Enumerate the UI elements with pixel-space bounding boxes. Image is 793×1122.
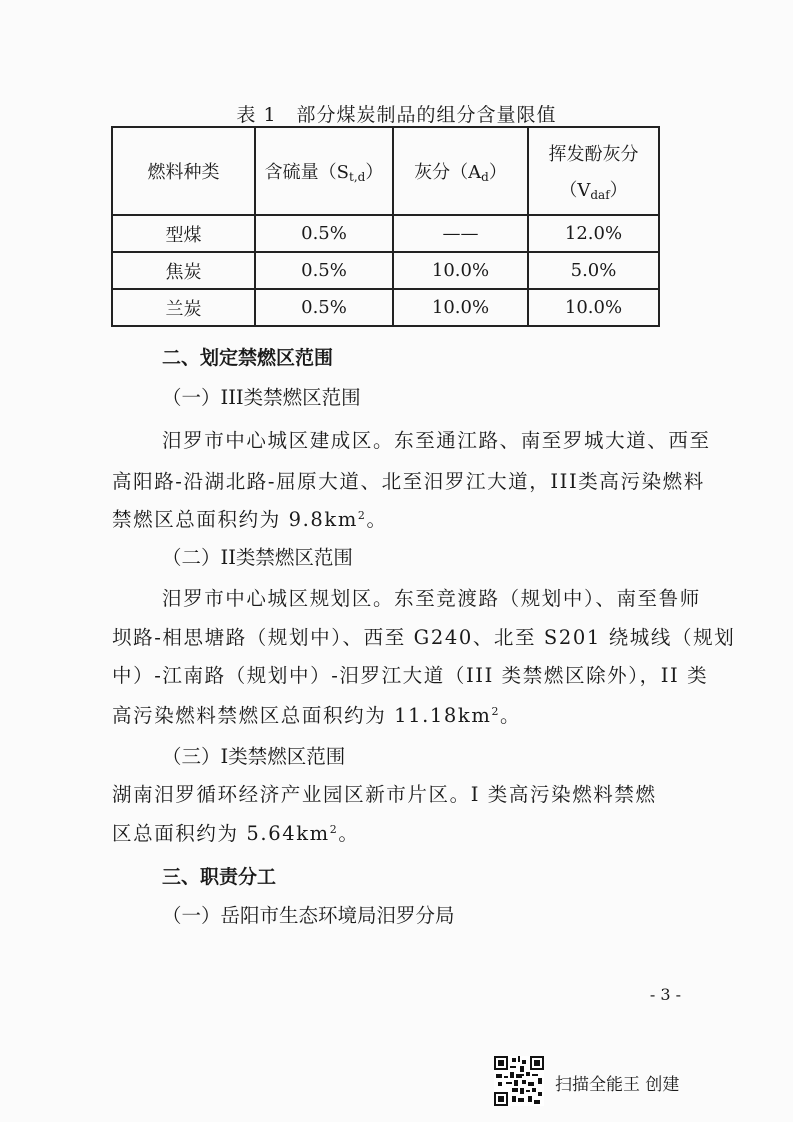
paragraph-line: 高污染燃料禁燃区总面积约为 $11.18km^2$。 xyxy=(112,704,522,727)
table-row xyxy=(112,289,659,326)
header-fuel: 燃料种类 xyxy=(112,127,255,215)
subsection-heading: （三）I类禁燃区范围 xyxy=(162,745,346,768)
cell-sulfur: 0.5% xyxy=(255,252,393,289)
limits-table xyxy=(111,126,660,327)
qr-code-icon xyxy=(494,1056,544,1106)
cell-ash: 10.0% xyxy=(393,252,528,289)
paragraph-line: 汨罗市中心城区规划区。东至竞渡路（规划中）、南至鲁师 xyxy=(162,587,701,610)
cell-ash: —— xyxy=(393,215,528,252)
paragraph-line: 中）-江南路（规划中）-汨罗江大道（III 类禁燃区除外），II 类 xyxy=(112,664,709,687)
paragraph-line: 禁燃区总面积约为 $9.8km^2$。 xyxy=(112,508,388,531)
paragraph-line: 区总面积约为 $5.64km^2$。 xyxy=(112,822,360,845)
cell-volatile: 5.0% xyxy=(528,252,659,289)
cell-fuel: 兰炭 xyxy=(112,289,255,326)
scanner-brand: 扫描全能王 创建 xyxy=(555,1075,680,1095)
cell-sulfur: 0.5% xyxy=(255,215,393,252)
section-heading: 二、划定禁燃区范围 xyxy=(162,347,334,369)
cell-volatile: 12.0% xyxy=(528,215,659,252)
subsection-heading: （一）岳阳市生态环境局汨罗分局 xyxy=(162,904,455,927)
table-row xyxy=(112,215,659,252)
page-number: - 3 - xyxy=(649,985,681,1004)
cell-volatile: 10.0% xyxy=(528,289,659,326)
cell-fuel: 型煤 xyxy=(112,215,255,252)
cell-fuel: 焦炭 xyxy=(112,252,255,289)
paragraph-line: 汨罗市中心城区建成区。东至通江路、南至罗城大道、西至 xyxy=(162,429,711,452)
table-row xyxy=(112,252,659,289)
table-title: 表 1 部分煤炭制品的组分含量限值 xyxy=(236,104,557,126)
subsection-heading: （二）II类禁燃区范围 xyxy=(162,546,353,569)
paragraph-line: 湖南汨罗循环经济产业园区新市片区。I 类高污染燃料禁燃 xyxy=(112,783,657,806)
subsection-heading: （一）III类禁燃区范围 xyxy=(162,386,361,409)
cell-sulfur: 0.5% xyxy=(255,289,393,326)
paragraph-line: 高阳路-沿湖北路-屈原大道、北至汨罗江大道，III类高污染燃料 xyxy=(112,470,705,493)
cell-ash: 10.0% xyxy=(393,289,528,326)
header-ash: 灰分$(A_d)$ xyxy=(393,127,528,215)
section-heading: 三、职责分工 xyxy=(162,866,277,888)
table-header-row xyxy=(112,127,659,215)
paragraph-line: 坝路-相思塘路（规划中）、西至 G240、北至 S201 绕城线（规划 xyxy=(112,626,736,649)
header-sulfur: 含硫量$(S_{t,d})$ xyxy=(255,127,393,215)
header-volatile: 挥发酚灰分 $(V_{daf})$ xyxy=(528,127,659,215)
